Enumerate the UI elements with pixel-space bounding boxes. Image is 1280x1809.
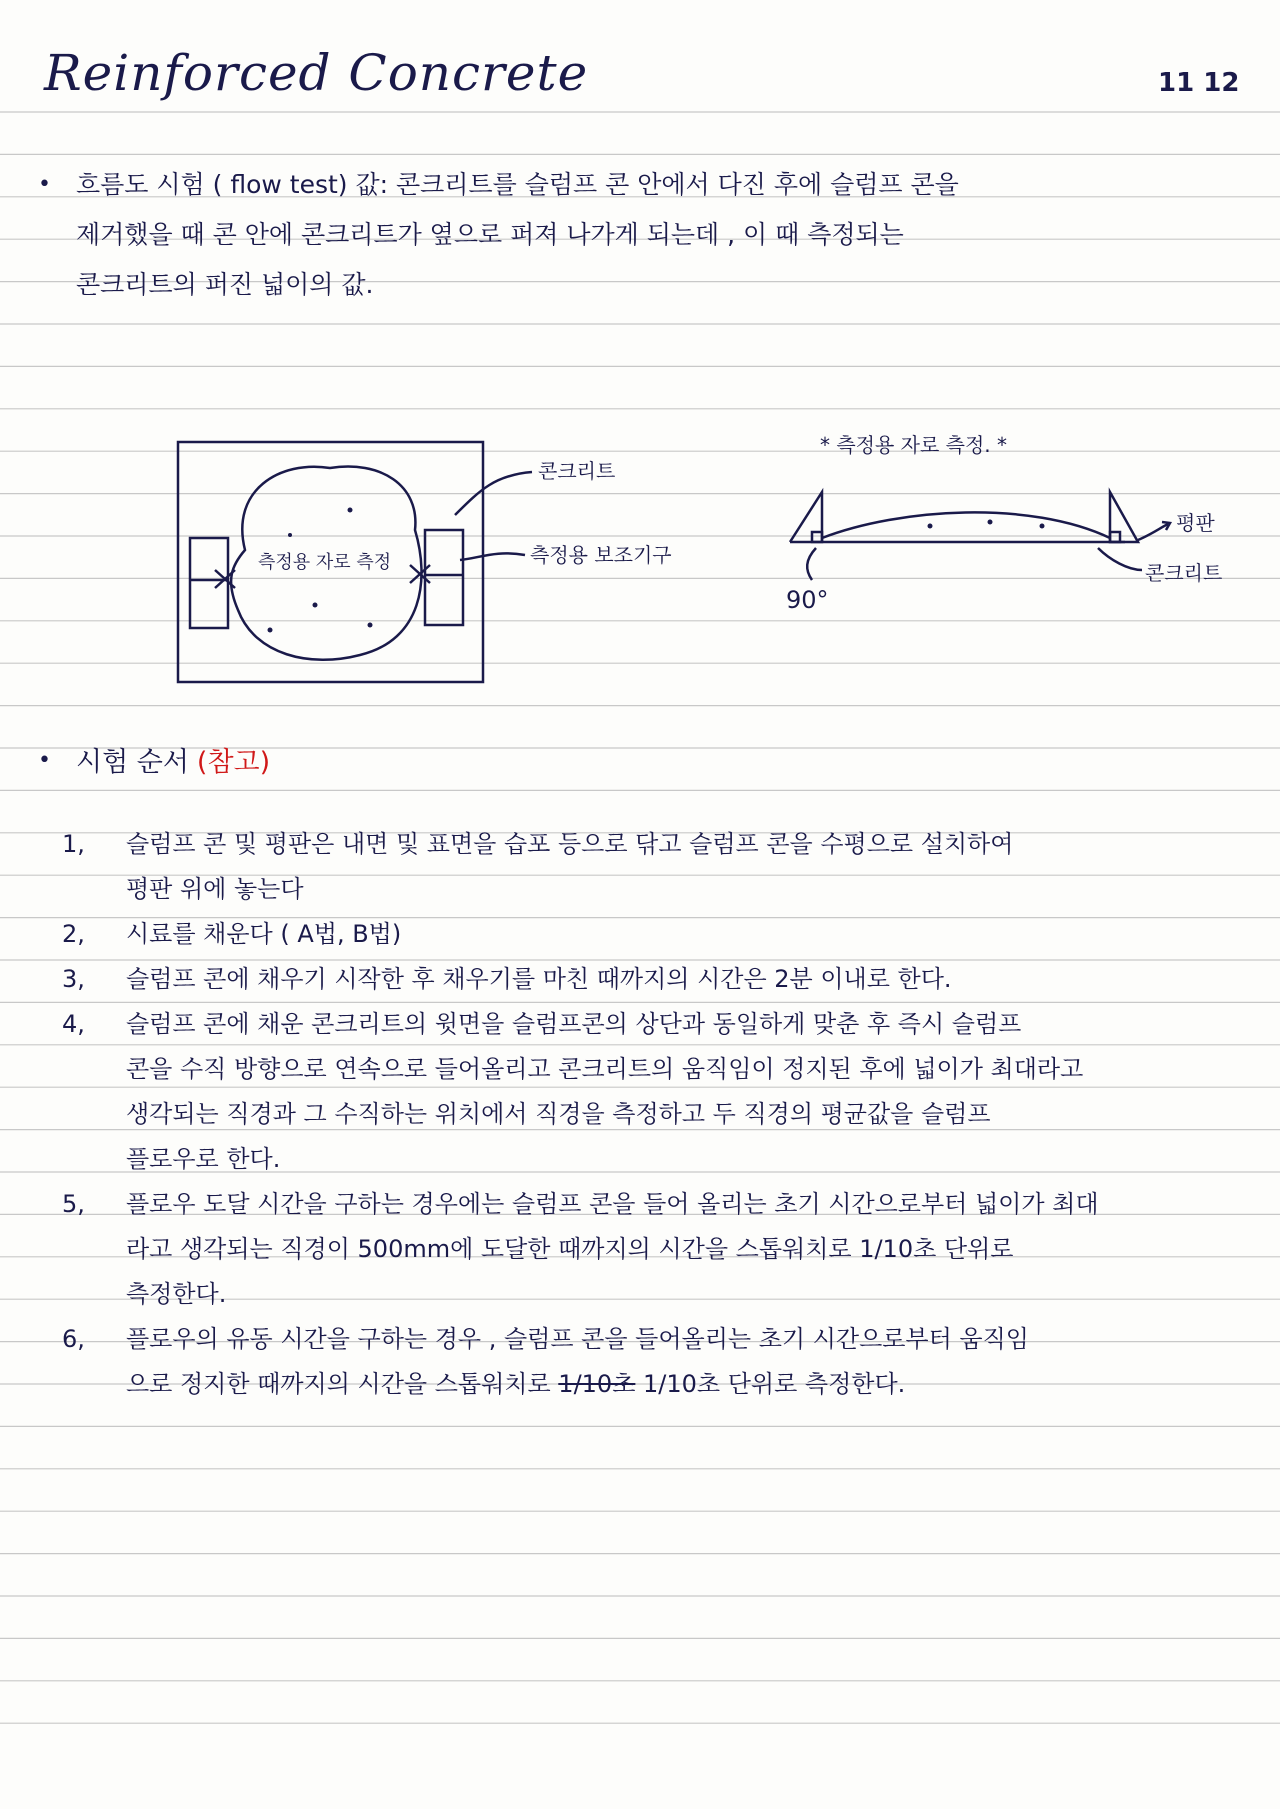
step-4 (62, 1002, 1242, 1182)
procedure-heading-text: 시험 순서 (76, 747, 189, 778)
step-line: 슬럼프 콘 및 평판은 내면 및 표면을 습포 등으로 닦고 슬럼프 콘을 수평으로 설치하여 (126, 830, 1014, 858)
step-line: 라고 생각되는 직경이 500mm에 도달한 때까지의 시간을 스톱워치로 1/10초 단위로 (126, 1235, 1014, 1263)
step-1 (62, 822, 1242, 912)
right-aid-profile (1110, 492, 1138, 542)
step-line: 시료를 채운다 ( A법, B법) (126, 920, 402, 948)
intro-line-2: 제거했을 때 콘 안에 콘크리트가 옆으로 퍼져 나가게 되는데 , 이 때 측정되는 (76, 220, 904, 249)
step-line: 생각되는 직경과 그 수직하는 위치에서 직경을 측정하고 두 직경의 평균값을 슬럼프 (126, 1100, 991, 1128)
label-concrete: 콘크리트 (538, 459, 616, 483)
step-line: 플로우의 유동 시간을 구하는 경우 , 슬럼프 콘을 들어올리는 초기 시간으로부터 움직임 (126, 1325, 1029, 1353)
flow-table-top-view-diagram (160, 430, 680, 700)
label-measuring-aid: 측정용 보조기구 (530, 543, 672, 567)
procedure-heading (76, 740, 270, 779)
step-number: 1, (62, 830, 85, 858)
step-number: 4, (62, 1010, 85, 1038)
struck-out-text: 1/10초 (558, 1370, 636, 1398)
intro-bullet: • (38, 172, 51, 197)
step-line-text: 으로 정지한 때까지의 시간을 스톱워치로 (126, 1370, 551, 1398)
step-line: 콘을 수직 방향으로 연속으로 들어올리고 콘크리트의 움직임이 정지된 후에 넓이가 최대라고 (126, 1055, 1084, 1083)
side-note: * 측정용 자로 측정. * (820, 433, 1008, 457)
step-number: 5, (62, 1190, 85, 1218)
step-number: 3, (62, 965, 85, 993)
intro-paragraph (76, 160, 1226, 310)
step-5 (62, 1182, 1242, 1317)
label-concrete-side: 콘크리트 (1145, 561, 1223, 585)
label-angle: 90° (786, 586, 829, 614)
leader-plate (1138, 524, 1168, 540)
label-inside-measure: 측정용 자로 측정 (258, 552, 392, 573)
step-line: 슬럼프 콘에 채우기 시작한 후 채우기를 마친 때까지의 시간은 2분 이내로 한다. (126, 965, 952, 993)
step-line: 플로우로 한다. (126, 1145, 281, 1173)
step-number: 6, (62, 1325, 85, 1353)
step-2 (62, 912, 1242, 957)
flow-table-side-view-diagram (780, 430, 1250, 640)
procedure-note: (참고) (196, 747, 271, 778)
procedure-steps (62, 822, 1242, 1407)
label-plate: 평판 (1176, 511, 1215, 535)
page-title: Reinforced Concrete (44, 44, 589, 102)
intro-line-1: 흐름도 시험 ( flow test) 값: 콘크리트를 슬럼프 콘 안에서 다진 후에 슬럼프 콘을 (76, 170, 959, 199)
leader-concrete (455, 472, 532, 515)
step-line-final (126, 1362, 1242, 1407)
intro-line-3: 콘크리트의 퍼진 넓이의 값. (76, 270, 374, 299)
step-line: 플로우 도달 시간을 구하는 경우에는 슬럼프 콘을 들어 올리는 초기 시간으로부터 넓이가 최대 (126, 1190, 1099, 1218)
left-aid-profile (790, 492, 822, 542)
right-measuring-aid (425, 530, 463, 625)
step-line: 평판 위에 놓는다 (126, 875, 304, 903)
step-line: 측정한다. (126, 1280, 227, 1308)
step-number: 2, (62, 920, 85, 948)
step-line: 슬럼프 콘에 채운 콘크리트의 윗면을 슬럼프콘의 상단과 동일하게 맞춘 후 즉시 슬럼프 (126, 1010, 1022, 1038)
leader-concrete-side (1098, 548, 1142, 570)
step-6 (62, 1317, 1242, 1407)
leader-aid (460, 553, 525, 560)
procedure-bullet: • (38, 748, 51, 773)
step-3 (62, 957, 1242, 1002)
step-line-tail: 1/10초 단위로 측정한다. (635, 1370, 906, 1398)
page-number: 11 12 (1158, 68, 1240, 98)
concrete-profile-arc (822, 512, 1110, 538)
leader-angle (807, 548, 816, 580)
